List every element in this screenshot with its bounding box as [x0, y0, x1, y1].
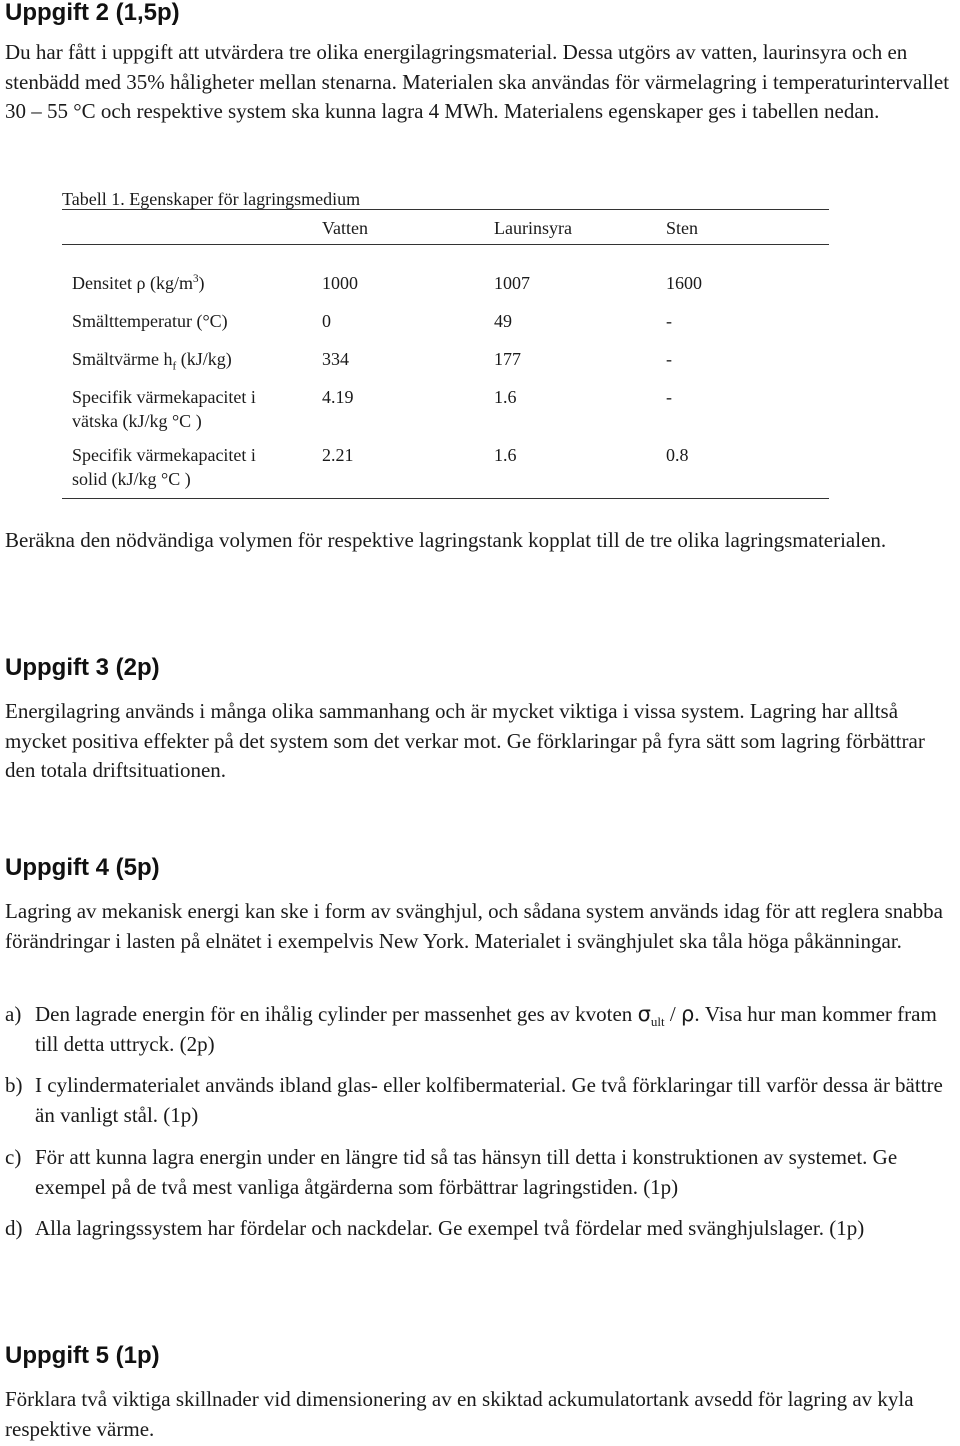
heading-uppgift-5: Uppgift 5 (1p) [5, 1342, 160, 1369]
cell-sten: 1600 [666, 273, 702, 293]
heading-uppgift-3: Uppgift 3 (2p) [5, 654, 160, 681]
header-sten: Sten [666, 218, 699, 238]
item-marker: a) [5, 1002, 22, 1026]
cell-laurinsyra: 177 [494, 349, 521, 369]
row-label: Smälttemperatur (°C) [72, 311, 228, 331]
cell-laurinsyra: 1007 [494, 273, 530, 293]
row-label: Densitet ρ $(kg/m^3)$ [72, 273, 205, 293]
table-top-rule [62, 209, 829, 210]
heading-uppgift-4: Uppgift 4 (5p) [5, 854, 160, 881]
cell-vatten: 1000 [322, 273, 358, 293]
row-label: Smältvärme $h_f$ (kJ/kg) [72, 349, 232, 373]
table-header-rule [62, 244, 829, 245]
item-text: Alla lagringssystem har fördelar och nackdelar. Ge exempel två fördelar med svänghjulslager. (1p) [35, 1216, 865, 1240]
cell-vatten: 4.19 [322, 387, 354, 407]
item-marker: c) [5, 1145, 22, 1169]
cell-sten: 0.8 [666, 445, 689, 465]
cell-sten: - [666, 387, 672, 407]
cell-vatten: 2.21 [322, 445, 354, 465]
heading-uppgift-2: Uppgift 2 (1,5p) [5, 0, 180, 26]
item-text: För att kunna lagra energin under en längre tid så tas hänsyn till detta i konstruktionen av systemet. Ge exempel på de två mest vanliga åtgärderna som förbättrar lagringstiden. (1p) [35, 1145, 898, 1199]
header-laurinsyra: Laurinsyra [494, 218, 572, 238]
uppgift-3-text: Energilagring används i många olika sammanhang och är mycket viktiga i vissa system. Lagring har alltså mycket positiva effekter på det system som det verkar mot. Ge förklaringar på fyra sätt som lagring förbättrar den totala driftsituationen. [5, 699, 925, 782]
item-marker: d) [5, 1216, 23, 1240]
table-caption: Tabell 1. Egenskaper för lagringsmedium [62, 189, 361, 209]
item-text: Den lagrade energin för en ihålig cylinder per massenhet ges av kvoten $\sigma_{ult}$ / ρ. Visa hur man kommer fram till detta uttryck. (2p) [35, 1002, 937, 1056]
cell-vatten: 334 [322, 349, 349, 369]
item-text: I cylindermaterialet används ibland glas- eller kolfibermaterial. Ge två förklaringar till varför dessa är bättre än vanligt stål. (1p) [35, 1073, 943, 1127]
uppgift-4-intro: Lagring av mekanisk energi kan ske i form av svänghjul, och sådana system används idag för att reglera snabba förändringar i lasten på elnätet i exempelvis New York. Materialet i svänghjulet ska tåla höga påkänningar. [5, 899, 943, 953]
item-marker: b) [5, 1073, 23, 1097]
header-vatten: Vatten [322, 218, 368, 238]
cell-sten: - [666, 311, 672, 331]
uppgift-2-question: Beräkna den nödvändiga volymen för respektive lagringstank kopplat till de tre olika lagringsmaterialen. [5, 528, 887, 552]
uppgift-2-intro: Du har fått i uppgift att utvärdera tre olika energilagringsmaterial. Dessa utgörs av vatten, laurinsyra och en stenbädd med 35% håligheter mellan stenarna. Materialen ska användas för värmelagring i temperaturintervallet 30 – 55 °C och respektive system ska kunna lagra 4 MWh. Materialens egenskaper ges i tabellen nedan. [5, 40, 950, 123]
cell-laurinsyra: 1.6 [494, 445, 517, 465]
table-bottom-rule [62, 498, 829, 499]
row-label: Specifik värmekapacitet i vätska (kJ/kg °C ) [72, 387, 256, 431]
cell-laurinsyra: 1.6 [494, 387, 517, 407]
cell-sten: - [666, 349, 672, 369]
row-label: Specifik värmekapacitet i solid (kJ/kg °C ) [72, 445, 256, 489]
cell-vatten: 0 [322, 311, 331, 331]
uppgift-5-text: Förklara två viktiga skillnader vid dimensionering av en skiktad ackumulatortank avsedd för lagring av kyla respektive värme. [5, 1387, 914, 1441]
cell-laurinsyra: 49 [494, 311, 512, 331]
